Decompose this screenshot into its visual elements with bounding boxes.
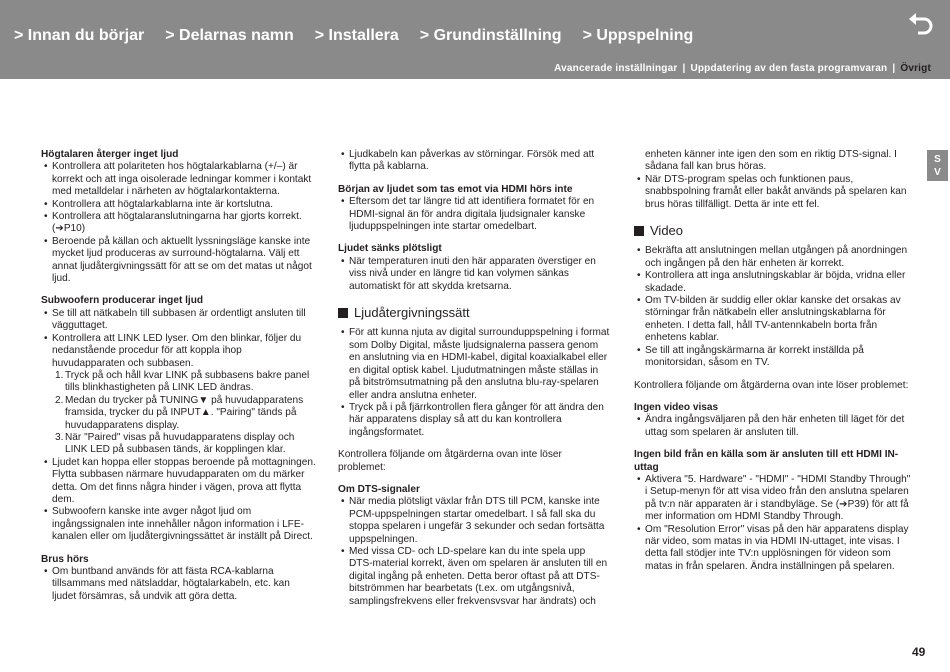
list-item: • Aktivera "5. Hardware" - "HDMI" - "HDMI Standby Through" i Setup-menyn för att visa video från den anslutna spelaren på tv:n när apparaten är i standbyläge. Se (➔P39) för att få mer information om HDMI Standby Through. (634, 474, 912, 524)
step-text: Medan du trycker på TUNING▼ på huvudapparatens framsida, trycker du på INPUT▲. "Pairing" tänds på huvudapparatens display. (65, 394, 304, 431)
column-2 (338, 149, 611, 608)
subnav-avancerade[interactable]: Avancerade inställningar (554, 63, 678, 74)
list-item: • Eftersom det tar längre tid att identifiera formatet för en HDMI-signal än för andra digitala ljudsignaler kanske ljuduppspelningen inte startar omedelbart. (338, 196, 611, 233)
section-square-icon (634, 226, 644, 236)
section-square-icon (338, 308, 348, 318)
list-item: • Se till att nätkabeln till subbasen är ordentligt ansluten till vägguttaget. (41, 308, 316, 333)
column-3 (634, 149, 912, 573)
heading-dts: Om DTS-signaler (338, 483, 420, 495)
bullet-list (338, 196, 611, 233)
list-item: • Kontrollera att inga anslutningskablar är böjda, vridna eller skadade. (634, 270, 912, 295)
bullet-list (338, 327, 611, 439)
list-item: • Beroende på källan och aktuellt lyssningsläge kanske inte mycket ljud produceras av surround-högtalarna. Välj ett annat ljudåtergivningssätt för att se om det matas ut något ljud. (41, 236, 316, 286)
step-number: 3. (55, 431, 64, 443)
list-item: • Om buntband används för att fästa RCA-kablarna tillsammans med nätsladdar, högtalarkabeln, etc. kan ljudet försämras, så undvik att göra detta. (41, 566, 316, 603)
heading-ingen-bild-hdmi: Ingen bild från en källa som är ansluten till ett HDMI IN-uttag (634, 449, 899, 473)
main-nav (14, 27, 714, 45)
page-number: 49 (912, 645, 926, 659)
bullet-list (634, 174, 912, 211)
nav-uppspelning[interactable]: > Uppspelning (582, 27, 694, 44)
language-letter: S (934, 154, 941, 165)
subnav-uppdatering[interactable]: Uppdatering av den fasta programvaran (690, 63, 888, 74)
step-number: 1. (55, 369, 64, 381)
language-letter: V (934, 167, 941, 178)
heading-hogtalaren: Högtalaren återger inget ljud (41, 149, 179, 160)
list-item: • För att kunna njuta av digital surrounduppspelning i format som Dolby Digital, måste ljudsignalerna passera genom en anslutning via en HDMI-kabel, digital koaxialkabel eller en digital optisk kabel. Ljudutmatningen måste ställas in på bitströmsutmatning på den anslutna blu-ray-spelaren eller andra anslutna enheter. (338, 327, 611, 401)
step-item (41, 395, 316, 432)
list-item: • Tryck på i på fjärrkontrollen flera gånger för att ändra den här apparatens display så att du kan kontrollera ingångsformatet. (338, 402, 611, 439)
nav-grundinstallning[interactable]: > Grundinställning (419, 27, 562, 44)
heading-ljudet-sanks: Ljudet sänks plötsligt (338, 243, 442, 255)
list-item: • Se till att ingångskärmarna är korrekt inställda på monitorsidan, såsom en TV. (634, 345, 912, 370)
heading-brus: Brus hörs (41, 553, 89, 565)
nav-delarnas-namn[interactable]: > Delarnas namn (165, 27, 294, 44)
list-item: • Om "Resolution Error" visas på den här apparatens display när video, som matas in via HDMI IN-uttaget, inte visas. I detta fall stödjer inte TV:n upplösningen för videon som matas in från spelaren. Ändra inställningen på spelaren. (634, 524, 912, 574)
subnav-separator: | (892, 63, 896, 74)
section-title-video (634, 225, 912, 237)
nav-installera[interactable]: > Installera (314, 27, 399, 44)
list-item: • Kontrollera att högtalaranslutningarna har gjorts korrekt. (➔P10) (41, 211, 316, 236)
list-item: • Med vissa CD- och LD-spelare kan du inte spela upp DTS-material korrekt, även om spelaren är ansluten till en digital ingång på enheten. Detta beror oftast på att DTS-bitströmmen har bearbetats (t.ex. om utgångsnivå, samplingsfrekvens eller frekvensvsvar har ändrats) och (338, 546, 611, 608)
list-item: • Ljudet kan hoppa eller stoppas beroende på mottagningen. Flytta subbasen närmare huvudapparaten om du märker detta. Om det finns några hinder i vägen, prova att flytta dem. (41, 457, 316, 507)
bullet-list (338, 149, 611, 174)
bullet-list (634, 414, 912, 439)
heading-hdmi-start: Början av ljudet som tas emot via HDMI hörs inte (338, 183, 573, 195)
bullet-list (634, 474, 912, 573)
paragraph-continued: enheten känner inte igen den som en riktig DTS-signal. I sådana fall kan brus höras. (645, 149, 897, 173)
nav-innan-du-borjar[interactable]: > Innan du börjar (14, 27, 145, 44)
bullet-list (41, 308, 316, 370)
subnav-ovrigt-current: Övrigt (900, 63, 931, 74)
bullet-list (634, 245, 912, 369)
list-item: • Ljudkabeln kan påverkas av störningar. Försök med att flytta på kablarna. (338, 149, 611, 174)
bullet-list (41, 457, 316, 544)
list-item: • Kontrollera att högtalarkablarna inte är kortslutna. (41, 199, 316, 211)
back-arrow-icon[interactable] (906, 10, 936, 40)
bullet-list (41, 566, 316, 603)
list-item: • Kontrollera att LINK LED lyser. Om den blinkar, följer du nedanstående procedur för att koppla ihop huvudapparaten och subbasen. (41, 333, 316, 370)
heading-subwoofern: Subwoofern producerar inget ljud (41, 295, 204, 307)
sub-navigation (554, 63, 931, 74)
paragraph: Kontrollera följande om åtgärderna ovan inte löser problemet: (338, 449, 562, 473)
step-item (41, 370, 316, 395)
bullet-list (338, 496, 611, 608)
section-title-ljudatergivningssatt (338, 307, 611, 319)
language-tab-sv[interactable] (927, 150, 948, 181)
numbered-steps (41, 370, 316, 457)
step-item (41, 432, 316, 457)
list-item: • Bekräfta att anslutningen mellan utgången på anordningen och ingången på den här enheten är korrekt. (634, 245, 912, 270)
list-item: • När media plötsligt växlar från DTS till PCM, kanske inte PCM-uppspelningen startar omedelbart. I så fall ska du stoppa spelaren i ungefär 3 sekunder och sedan fortsätta uppspelningen. (338, 496, 611, 546)
list-item: • När DTS-program spelas och funktionen paus, snabbspolning framåt eller bakåt används på spelaren kan brus höras tillfälligt. Detta är inte ett fel. (634, 174, 912, 211)
step-number: 2. (55, 394, 64, 406)
subnav-separator: | (682, 63, 686, 74)
top-navigation-bar (0, 0, 950, 79)
list-item: • Kontrollera att polariteten hos högtalarkablarna (+/–) är korrekt och att inga oisolerade ledningar kommer i kontakt med metalldelar i närheten av högtalarkontakterna. (41, 161, 316, 198)
step-text: Tryck på och håll kvar LINK på subbasens bakre panel tills blinkhastigheten på LINK LED ändras. (65, 369, 310, 394)
bullet-list (338, 256, 611, 293)
bullet-list (41, 161, 316, 285)
paragraph: Kontrollera följande om åtgärderna ovan inte löser problemet: (634, 379, 909, 391)
section-title-text: Ljudåtergivningssätt (354, 305, 470, 321)
column-1 (41, 149, 316, 603)
list-item: • Om TV-bilden är suddig eller oklar kanske det orsakas av störningar från nätkabeln eller anslutningskablarna för enheten. I detta fall, håll TV-antennkabeln borta från enhetens kablar. (634, 295, 912, 345)
section-title-text: Video (650, 223, 684, 239)
list-item: • Subwoofern kanske inte avger något ljud om ingångssignalen inte innehåller någon information i LFE-kanalen eller om ljudåtergivningssättet är inställt på Direct. (41, 506, 316, 543)
step-text: När "Paired" visas på huvudapparatens display och LINK LED på subbasen tänds, är kopplingen klar. (65, 431, 295, 456)
list-item: • När temperaturen inuti den här apparaten överstiger en viss nivå under en längre tid kan volymen sänkas automatiskt för att skydda kretsarna. (338, 256, 611, 293)
heading-ingen-video: Ingen video visas (634, 401, 719, 413)
list-item: • Ändra ingångsväljaren på den här enheten till läget för det uttag som spelaren är ansluten till. (634, 414, 912, 439)
